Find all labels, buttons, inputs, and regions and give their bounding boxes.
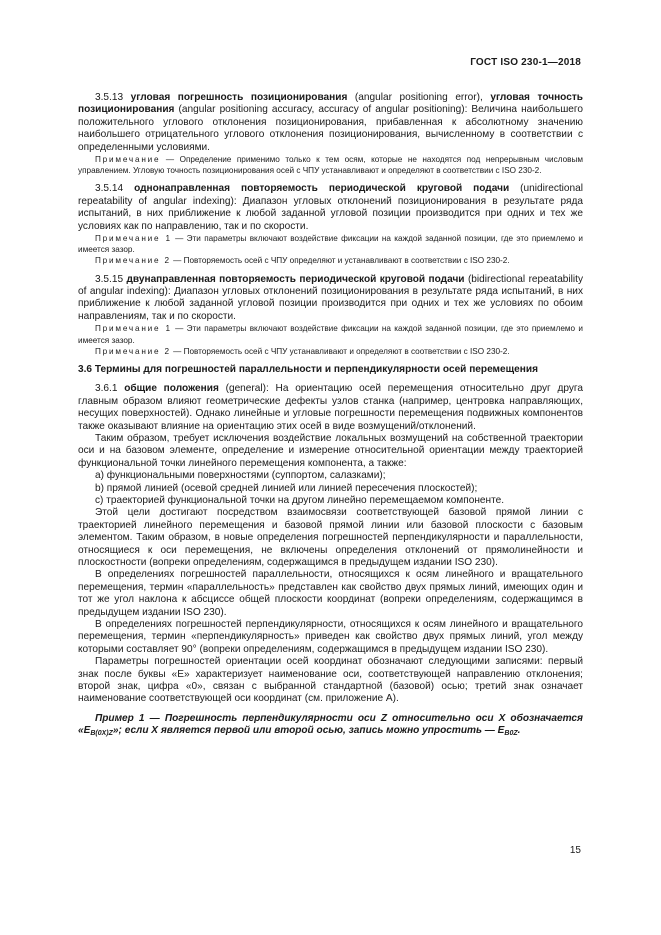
- term-general: общие положения: [124, 383, 219, 395]
- note-text: — Повторяемость осей с ЧПУ определяют и устанавливают в соответствии с ISO 230-2.: [173, 256, 510, 266]
- term-angular-positioning-accuracy: угловая точность позиционирования: [78, 92, 583, 116]
- note-text: — Эти параметры включают воздействие фиксации на каждой заданной позиции, где это приемлемо и имеется зазор.: [78, 324, 583, 345]
- clause-text: (unidirectional repeatability of angular indexing): Диапазон угловых отклонений позиционирования в результате ряда испытаний, в них приближение к любой заданной угловой позиции производится при одних и тех же условиях как по направлению, так и по скорости.: [78, 183, 583, 232]
- document-id: ГОСТ ISO 230-1—2018: [470, 57, 581, 68]
- note-label: Примечание 1: [95, 234, 172, 244]
- page-number: 15: [569, 845, 581, 856]
- clause-text: (angular positioning accuracy, accuracy of angular positioning): Величина наибольшего положительного углового отклонения позиционирования, прибавленная к абсолютному значению наибольшего отрицательного углового отклонения позиционирования, вычисленному в соответствии с определенными условиями.: [78, 104, 583, 153]
- paragraph: Параметры погрешностей ориентации осей координат обозначают следующими записями: первый знак после буквы «E» характеризует наименование оси, соответствующей направлению отклонения; второй знак, цифра «0», связан с выбранной стандартной (базовой) осью; третий знак означает наименование соответствующей оси координат (см. приложение А).: [78, 656, 583, 705]
- clause-3-5-13: 3.5.13 угловая погрешность позиционирования (angular positioning error), угловая точность позиционирования (angular positioning accuracy, accuracy of angular positioning): Величина наибольшего положительного углового отклонения позиционирования, прибавленная к абсолютному значению наибольшего отрицательного углового отклонения позиционирования, вычисленному в соответствии с определенными условиями.: [78, 92, 583, 153]
- note-2: [78, 255, 583, 266]
- clause-number: 3.5.14: [95, 183, 124, 195]
- note-label: Примечание: [95, 155, 161, 165]
- paragraph: Этой цели достигают посредством взаимосвязи соответствующей базовой прямой линии с траекторией линейного перемещения и базовой прямой линии или базовой плоскости с базовым элементом. Таким образом, в новые определения погрешностей перпендикулярности и параллельности, относящиеся к оси перемещения, не включены определения отклонений от прямолинейности и плоскостности (вопреки определениям, содержащимся в предыдущем издании ISO 230).: [78, 507, 583, 568]
- term-unidirectional-repeatability: однонаправленная повторяемость периодической круговой подачи: [134, 183, 510, 195]
- list-item-b: b) прямой линией (осевой средней линией или линией пересечения плоскостей);: [95, 482, 478, 494]
- note-text: — Определение применимо только к тем осям, которые не находятся под непрерывным числовым управлением. Угловую точность позиционирования осей с ЧПУ устанавливают и определяют в соответствии с ISO 230-2.: [78, 155, 583, 176]
- paragraph: В определениях погрешностей перпендикулярности, относящихся к осям линейного и вращательного перемещения, термин «перпендикулярность» приведен как свойство двух прямых линий, угол между которыми составляет 90° (вопреки определениям, содержащимся в предыдущем издании ISO 230).: [78, 619, 583, 655]
- clause-text: (bidirectional repeatability of angular indexing): Диапазон угловых отклонений позиционирования в результате ряда испытаний, в них приближение к любой заданной угловой позиции производится при одних и тех же условиях по обоим направлениям, так и по скорости.: [78, 273, 583, 322]
- clause-3-6-1: [78, 383, 583, 433]
- paragraph: В определениях погрешностей параллельности, относящихся к осям линейного и вращательного перемещения, термин «параллельность» представлен как свойство двух прямых линий, имеющих один и тот же угол наклона к абсциссе общей плоскости координат (вопреки определениям, содержащимся в предыдущем издании ISO 230).: [78, 569, 583, 618]
- paragraph: Таким образом, требует исключения воздействие локальных возмущений на собственной траектории оси и на базовом элементе, определение и измерение относительной ориентации между траекторией функциональной точки линейного перемещения компонента, а также:: [78, 432, 583, 469]
- term-bidirectional-repeatability: двунаправленная повторяемость периодической круговой подачи: [126, 273, 465, 285]
- note-label: Примечание 2: [95, 256, 171, 266]
- clause-text: (general): На ориентацию осей перемещения относительно друг друга главным образом влияют геометрические дефекты узлов станка (например, центровка направляющих, несущих поверхностей). Однако линейные и угловые погрешности перемещения подвижных компонентов также оказывают влияние на ориентацию этих осей в виде возмущений/отклонений.: [78, 383, 583, 432]
- clause-number: 3.5.13: [95, 92, 124, 103]
- note-label: Примечание 1: [95, 324, 172, 334]
- note: [78, 154, 583, 176]
- list-item-c: c) траекторией функциональной точки на другом линейно перемещаемом компоненте.: [95, 494, 505, 506]
- clause-3-5-15: [78, 274, 583, 324]
- section-title-3-6: 3.6 Термины для погрешностей параллельности и перпендикулярности осей перемещения: [78, 363, 538, 375]
- note-1: [78, 233, 583, 255]
- term-angular-positioning-error: угловая погрешность позиционирования: [130, 92, 348, 103]
- clause-number: 3.6.1: [95, 383, 118, 395]
- note-text: — Повторяемость осей с ЧПУ устанавливают и определяют в соответствии с ISO 230-2.: [173, 346, 510, 356]
- clause-number: 3.5.15: [95, 273, 124, 285]
- list-item-a: a) функциональными поверхностями (суппортом, салазками);: [95, 470, 386, 482]
- note-text: — Эти параметры включают воздействие фиксации на каждой заданной позиции, где это приемлемо и имеется зазор.: [78, 234, 583, 255]
- note-2: [78, 346, 583, 357]
- example-1: Пример 1 — Погрешность перпендикулярности оси Z относительно оси X обозначается «$E_{B(0X)Z}$»; если X является первой или второй осью, запись можно упростить — $E_{B0Z}$.: [78, 712, 583, 738]
- note-1: [78, 323, 583, 345]
- clause-3-5-14: [78, 183, 583, 233]
- page-body: [78, 92, 583, 738]
- note-label: Примечание 2: [95, 346, 171, 356]
